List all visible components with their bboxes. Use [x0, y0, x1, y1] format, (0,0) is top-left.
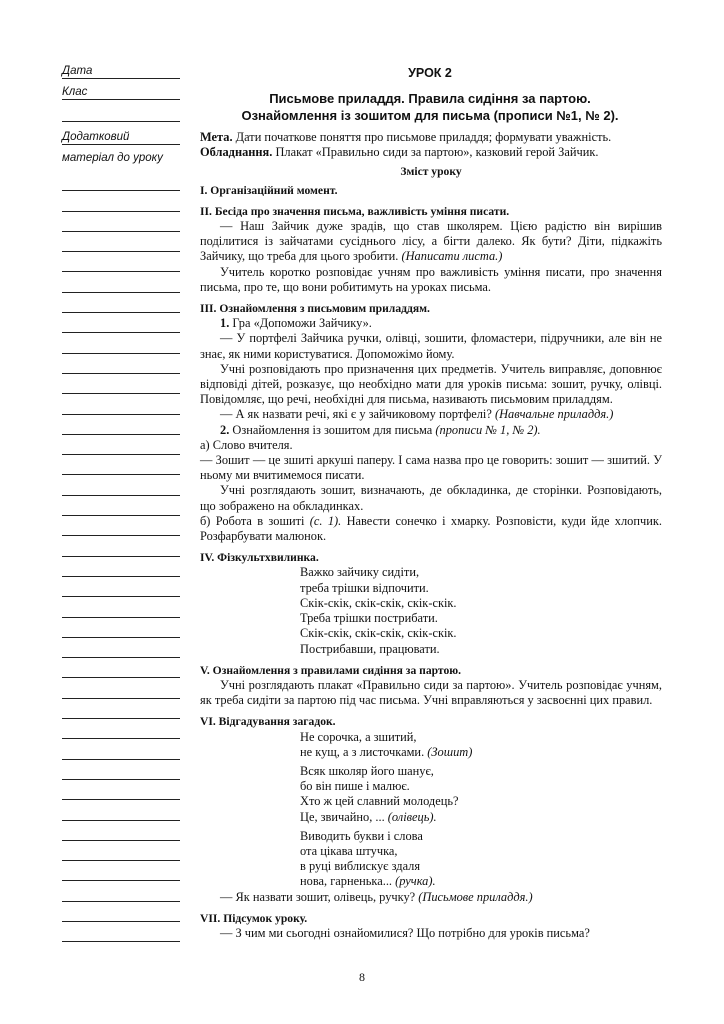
section-4-heading: IV. Фізкультхвилинка.: [200, 551, 319, 565]
section-3-paragraph-5: Учні розглядають зошит, визначають, де обкладинка, де сторінки. Розповідають, що зображено на обкладинках.: [200, 483, 662, 513]
lesson-title: УРОК 2: [408, 66, 452, 80]
topic-line-1: Письмове приладдя. Правила сидіння за партою.: [269, 91, 591, 106]
margin-lines: [62, 171, 180, 942]
margin-line: [62, 171, 180, 191]
riddle-1: [200, 730, 662, 760]
section-7-question: — З чим ми сьогодні ознайомилися? Що потрібно для уроків письма?: [220, 925, 590, 940]
section-2-paragraph-2: Учитель коротко розповідає учням про важливість уміння писати, про значення письма, про те, що вони робитимуть на уроках письма.: [200, 264, 662, 294]
riddle-line: ота цікава штучка,: [300, 843, 398, 858]
riddle-line: бо він пише і малює.: [300, 779, 410, 794]
margin-line: [62, 212, 180, 232]
date-field-label: Дата: [62, 64, 180, 79]
topic-line-2: Ознайомлення із зошитом для письма (прописи №1, № 2).: [241, 108, 619, 123]
verse-line: треба трішки відпочити.: [300, 580, 429, 595]
margin-line: [62, 455, 180, 475]
item-2-note: (прописи № 1, № 2).: [435, 422, 541, 437]
lesson-content: [200, 130, 662, 941]
equipment-paragraph: [200, 145, 662, 160]
item-1-text: Гра «Допоможи Зайчику».: [229, 316, 372, 331]
riddle-line: [300, 874, 662, 889]
margin-line: [62, 699, 180, 719]
margin-line: [62, 861, 180, 881]
margin-line: [62, 374, 180, 394]
riddle-line: в руці виблискує здаля: [300, 859, 421, 874]
margin-line: [62, 922, 180, 942]
margin-line: [62, 102, 180, 122]
margin-line: [62, 435, 180, 455]
margin-line: [62, 394, 180, 414]
section-3-paragraph-3: [200, 407, 662, 422]
margin-line: [62, 618, 180, 638]
extra-material-label: Додатковий: [62, 130, 180, 145]
verse-line: Треба трішки пострибати.: [300, 611, 438, 626]
exercise-verse: [200, 565, 662, 656]
margin-line: [62, 841, 180, 861]
lesson-topic: [200, 90, 660, 124]
riddle-line: Не сорочка, а зшитий,: [300, 729, 417, 744]
s3-p3-answer: (Навчальне приладдя.): [494, 407, 614, 422]
margin-line: [62, 293, 180, 313]
margin-line: [62, 881, 180, 901]
s6-question-answer: (Письмове приладдя.): [418, 889, 533, 904]
margin-line: [62, 516, 180, 536]
margin-notes-column: [62, 64, 180, 942]
riddle-2: [200, 764, 662, 825]
section-6-heading: VI. Відгадування загадок.: [200, 715, 336, 729]
verse-line: Важко зайчику сидіти,: [300, 565, 420, 580]
section-6-question: [200, 890, 662, 905]
riddle-line-text: нова, гарненька...: [300, 874, 396, 889]
margin-line: [62, 739, 180, 759]
riddle-line-text: не кущ, а з листочками.: [300, 744, 428, 759]
margin-line: [62, 557, 180, 577]
s2-p1-answer: (Написати листа.): [401, 249, 503, 264]
sub-b-text-2: Навести сонечко і хмарку. Розповісти, куди йде хлопчик. Розфарбувати малюнок.: [200, 513, 662, 544]
section-2-paragraph-1: [200, 219, 662, 265]
riddle-line: [300, 745, 662, 760]
riddle-line: Хто ж цей славний молодець?: [300, 794, 459, 809]
margin-line: [62, 252, 180, 272]
s6-question-text: — Як назвати зошит, олівець, ручку?: [220, 889, 419, 904]
margin-line: [62, 638, 180, 658]
item-2-number: 2.: [220, 422, 230, 437]
verse-line: Скік-скік, скік-скік, скік-скік.: [300, 626, 457, 641]
section-2-heading: II. Бесіда про значення письма, важливість уміння писати.: [200, 204, 510, 218]
equipment-text: Плакат «Правильно сиди за партою», казковий герой Зайчик.: [272, 145, 599, 160]
margin-line: [62, 536, 180, 556]
margin-line: [62, 313, 180, 333]
riddle-answer: (ручка).: [395, 874, 436, 889]
riddle-line: [300, 810, 662, 825]
margin-line: [62, 760, 180, 780]
margin-line: [62, 597, 180, 617]
margin-line: [62, 232, 180, 252]
margin-line: [62, 821, 180, 841]
verse-line: Скік-скік, скік-скік, скік-скік.: [300, 595, 457, 610]
s3-p3-text: — А як назвати речі, які є у зайчиковому портфелі?: [220, 407, 495, 422]
riddle-3: [200, 829, 662, 890]
class-field-label: Клас: [62, 85, 180, 100]
sub-b-page: (с. 1).: [309, 513, 342, 528]
section-3-heading: III. Ознайомлення з письмовим приладдям.: [200, 302, 430, 316]
margin-line: [62, 333, 180, 353]
item-1-number: 1.: [220, 316, 230, 331]
margin-line: [62, 191, 180, 211]
riddle-line: Виводить букви і слова: [300, 828, 423, 843]
margin-line: [62, 780, 180, 800]
section-3-paragraph-2: Учні розповідають про призначення цих предметів. Учитель виправляє, доповнює відповіді дітей, розказує, що необхідно мати для уроків письма: зошит, ручку, олівці. Повідомляє, що речі, необхідні для письма, називають письмовим приладдям.: [200, 361, 662, 407]
section-3-paragraph-4: — Зошит — це зшиті аркуші паперу. І сама назва про це говорить: зошит — зшитий. У ньому ми вчитимемося писати.: [200, 453, 662, 483]
margin-line: [62, 800, 180, 820]
margin-line: [62, 272, 180, 292]
section-5-heading: V. Ознайомлення з правилами сидіння за партою.: [200, 663, 462, 677]
s2-p1-text: — Наш Зайчик дуже зрадів, що став школярем. Цією радістю він вирішив поділитися із зайчатами сусіднього лісу, а бігти далеко. Як бути? Діти, підкажіть Зайчику, що треба для цього зробити.: [200, 219, 662, 264]
margin-line: [62, 902, 180, 922]
sub-b-text: б) Робота в зошиті: [200, 513, 310, 528]
contents-heading: Зміст уроку: [400, 165, 462, 179]
margin-line: [62, 658, 180, 678]
item-2-text: Ознайомлення із зошитом для письма: [229, 422, 436, 437]
section-7-heading: VII. Підсумок уроку.: [200, 911, 308, 925]
section-5-paragraph: Учні розглядають плакат «Правильно сиди за партою». Учитель розповідає учням, як треба сидіти за партою під час письма. Учні вправляються у засвоєнні цих правил.: [200, 677, 662, 708]
section-3-item-1: [200, 316, 662, 331]
margin-line: [62, 719, 180, 739]
goal-paragraph: [200, 130, 662, 145]
margin-line: [62, 475, 180, 495]
section-3-paragraph-1: — У портфелі Зайчика ручки, олівці, зошити, фломастери, підручники, але він не знає, як ними користуватися. Допоможімо йому.: [200, 331, 662, 361]
section-1-heading: I. Організаційний момент.: [200, 183, 338, 197]
page-number: 8: [359, 970, 365, 984]
margin-line: [62, 577, 180, 597]
section-3-sub-a: а) Слово вчителя.: [200, 437, 293, 452]
margin-line: [62, 678, 180, 698]
margin-line: [62, 496, 180, 516]
riddle-line: Всяк школяр його шанує,: [300, 763, 434, 778]
goal-label: Мета.: [200, 130, 233, 144]
extra-material-label-2: матеріал до уроку: [62, 152, 163, 164]
verse-line: Пострибавши, працювати.: [300, 641, 440, 656]
equipment-label: Обладнання.: [200, 145, 273, 160]
riddle-answer: (олівець).: [387, 809, 437, 824]
goal-text: Дати початкове поняття про письмове приладдя; формувати уважність.: [232, 130, 612, 144]
riddle-line-text: Це, звичайно, ...: [300, 809, 388, 824]
section-3-sub-b: [200, 514, 662, 544]
section-3-item-2: [200, 423, 662, 438]
margin-line: [62, 415, 180, 435]
riddle-answer: (Зошит): [427, 744, 473, 759]
margin-line: [62, 354, 180, 374]
